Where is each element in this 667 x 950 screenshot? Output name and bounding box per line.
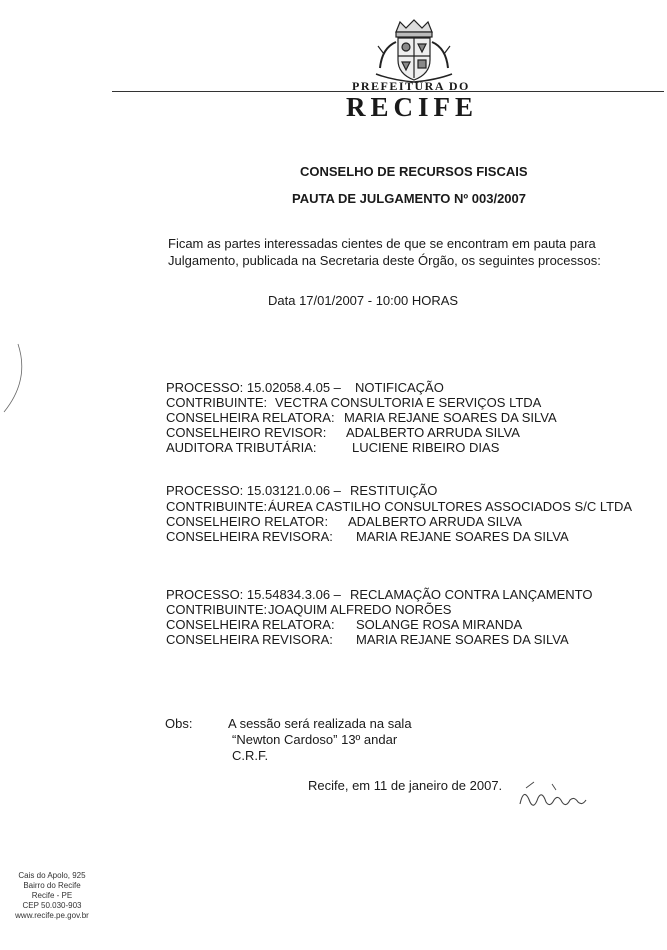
rapporteur-name: MARIA REJANE SOARES DA SILVA bbox=[344, 410, 557, 425]
agenda-title: PAUTA DE JULGAMENTO Nº 003/2007 bbox=[292, 191, 526, 206]
rapporteur-name: ADALBERTO ARRUDA SILVA bbox=[348, 514, 522, 529]
intro-line-2: Julgamento, publicada na Secretaria deste Órgão, os seguintes processos: bbox=[168, 253, 601, 268]
footer-district: Bairro do Recife bbox=[23, 881, 81, 890]
footer-address-block bbox=[6, 871, 98, 921]
taxpayer-label: CONTRIBUINTE: bbox=[166, 395, 268, 410]
reviewer-label: CONSELHEIRO REVISOR: bbox=[166, 425, 327, 440]
reviewer-name: MARIA REJANE SOARES DA SILVA bbox=[356, 529, 569, 544]
reviewer-name: ADALBERTO ARRUDA SILVA bbox=[346, 425, 520, 440]
footer-website: www.recife.pe.gov.br bbox=[15, 911, 89, 920]
reviewer-label: CONSELHEIRA REVISORA: bbox=[166, 529, 333, 544]
auditor-name: LUCIENE RIBEIRO DIAS bbox=[352, 440, 500, 455]
obs-line-3: C.R.F. bbox=[232, 748, 269, 763]
session-datetime: Data 17/01/2007 - 10:00 HORAS bbox=[268, 293, 459, 308]
rapporteur-name: SOLANGE ROSA MIRANDA bbox=[356, 617, 523, 632]
auditor-label: AUDITORA TRIBUTÁRIA: bbox=[166, 440, 317, 455]
reviewer-label: CONSELHEIRA REVISORA: bbox=[166, 632, 333, 647]
process-type: RECLAMAÇÃO CONTRA LANÇAMENTO bbox=[350, 587, 593, 602]
city-name: RECIFE bbox=[346, 92, 479, 122]
reviewer-name: MARIA REJANE SOARES DA SILVA bbox=[356, 632, 569, 647]
process-number: PROCESSO: 15.02058.4.05 – bbox=[166, 380, 341, 395]
taxpayer-name: JOAQUIM ALFREDO NORÕES bbox=[268, 602, 452, 617]
taxpayer-name: ÁUREA CASTILHO CONSULTORES ASSOCIADOS S/C LTDA bbox=[268, 499, 633, 514]
intro-line-1: Ficam as partes interessadas cientes de que se encontram em pauta para bbox=[168, 236, 596, 251]
process-type: NOTIFICAÇÃO bbox=[355, 380, 444, 395]
prefeitura-label: PREFEITURA DO bbox=[352, 79, 470, 93]
process-number: PROCESSO: 15.54834.3.06 – bbox=[166, 587, 341, 602]
footer-zip: CEP 50.030-903 bbox=[22, 901, 82, 910]
rapporteur-label: CONSELHEIRO RELATOR: bbox=[166, 514, 329, 529]
place-date: Recife, em 11 de janeiro de 2007. bbox=[308, 778, 503, 793]
handwritten-signature-icon bbox=[512, 780, 596, 814]
coat-of-arms-icon bbox=[372, 18, 456, 84]
council-title: CONSELHO DE RECURSOS FISCAIS bbox=[300, 164, 528, 179]
process-number: PROCESSO: 15.03121.0.06 – bbox=[166, 483, 341, 498]
obs-label: Obs: bbox=[165, 716, 193, 731]
rapporteur-label: CONSELHEIRA RELATORA: bbox=[166, 410, 335, 425]
margin-mark bbox=[0, 340, 30, 420]
footer-city: Recife - PE bbox=[31, 891, 73, 900]
obs-line-2: “Newton Cardoso” 13º andar bbox=[232, 732, 398, 747]
rapporteur-label: CONSELHEIRA RELATORA: bbox=[166, 617, 335, 632]
taxpayer-label: CONTRIBUINTE: bbox=[166, 602, 268, 617]
process-type: RESTITUIÇÃO bbox=[350, 483, 438, 498]
footer-address: Cais do Apolo, 925 bbox=[18, 871, 86, 880]
taxpayer-name: VECTRA CONSULTORIA E SERVIÇOS LTDA bbox=[275, 395, 542, 410]
obs-line-1: A sessão será realizada na sala bbox=[228, 716, 412, 731]
taxpayer-label: CONTRIBUINTE: bbox=[166, 499, 268, 514]
